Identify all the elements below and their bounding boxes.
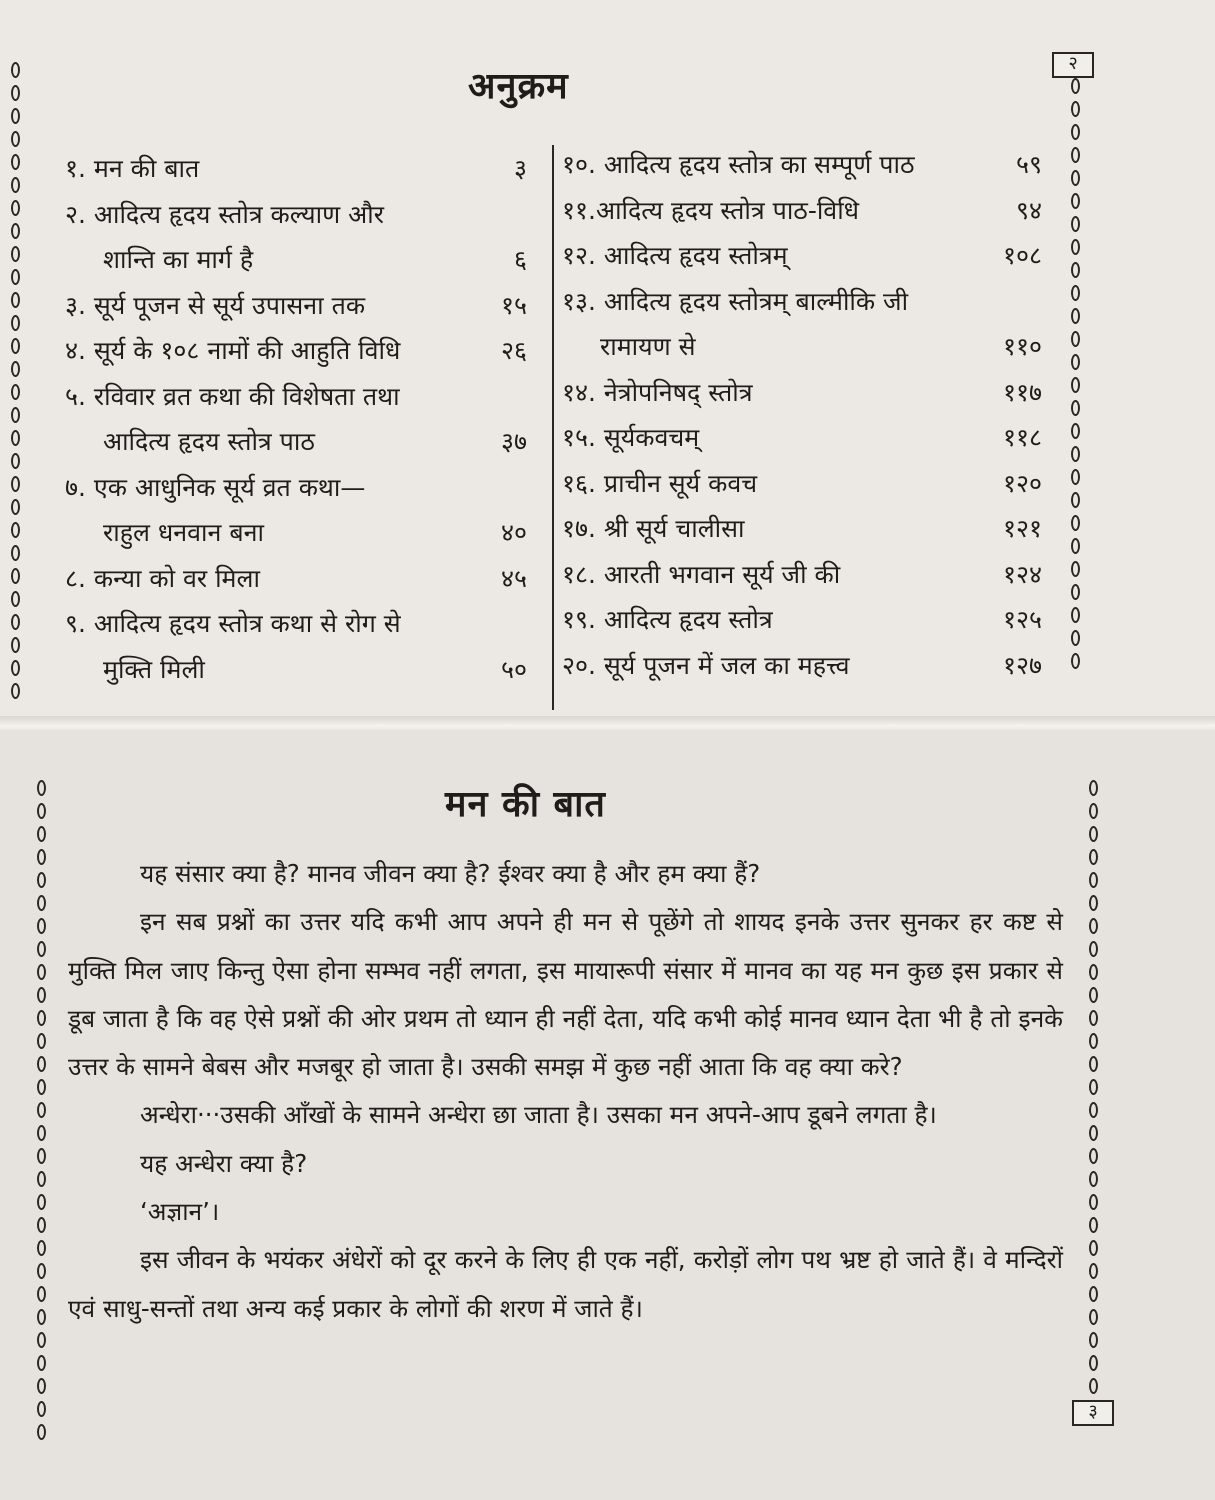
left-chain-border — [32, 780, 50, 1447]
chain-link — [1071, 285, 1080, 301]
chain-link — [11, 637, 20, 653]
chain-link — [1071, 653, 1080, 669]
chain-link — [11, 62, 20, 78]
chain-link — [37, 1240, 46, 1256]
toc-entry-title: १४. नेत्रोपनिषद् स्तोत्र — [562, 377, 753, 407]
toc-page — [0, 0, 1215, 720]
toc-entry-page: ५० — [500, 654, 527, 684]
chain-link — [11, 108, 20, 124]
toc-entry — [65, 146, 527, 192]
chain-link — [1071, 446, 1080, 462]
toc-entry-page: १२५ — [1002, 605, 1042, 634]
chain-link — [1089, 849, 1098, 865]
chain-link — [37, 1309, 46, 1325]
chain-link — [11, 499, 20, 515]
chain-link — [37, 1194, 46, 1210]
chain-link — [11, 361, 20, 377]
chain-link — [1071, 423, 1080, 439]
toc-entry-page: १५ — [500, 290, 527, 320]
toc-entry — [65, 556, 527, 602]
chain-link — [1071, 354, 1080, 370]
chain-link — [1071, 170, 1080, 186]
toc-entry-title: शान्ति का मार्ग है — [103, 245, 254, 274]
toc-entry-page: १२४ — [1002, 559, 1042, 589]
toc-entry — [562, 233, 1042, 279]
toc-entry-title: मुक्ति मिली — [103, 654, 205, 684]
chain-link — [37, 1056, 46, 1072]
chain-link — [37, 826, 46, 842]
chain-link — [1071, 239, 1080, 255]
chain-link — [11, 223, 20, 239]
toc-entry-page: ९४ — [1015, 195, 1042, 225]
chain-link — [37, 1033, 46, 1049]
chain-link — [37, 1263, 46, 1279]
chain-link — [1089, 1125, 1098, 1141]
toc-entry-title: रामायण से — [600, 332, 696, 361]
toc-entry-title: २. आदित्य हृदय स्तोत्र कल्याण और — [65, 199, 384, 229]
chain-link — [11, 131, 20, 147]
chain-link — [37, 1217, 46, 1233]
chain-link — [1071, 630, 1080, 646]
chain-link — [37, 1125, 46, 1141]
chain-link — [1071, 124, 1080, 140]
toc-entry — [65, 601, 527, 647]
chain-link — [1089, 1332, 1098, 1348]
toc-entry-page: २६ — [500, 336, 527, 365]
chain-link — [1071, 216, 1080, 232]
toc-entry — [562, 188, 1042, 234]
toc-entry-title: राहुल धनवान बना — [103, 518, 264, 547]
toc-entry — [65, 419, 527, 465]
chain-link — [11, 246, 20, 262]
chain-link — [11, 154, 20, 170]
chain-link — [37, 780, 46, 796]
toc-entry-page — [487, 374, 527, 420]
chain-link — [37, 964, 46, 980]
chain-link — [1089, 1148, 1098, 1164]
paragraph: इन सब प्रश्नों का उत्तर यदि कभी आप अपने ही मन से पूछेंगे तो शायद इनके उत्तर सुनकर हर कष्ट से मुक्ति मिल जाए किन्तु ऐसा होना सम्भव नहीं लगता, इस मायारूपी संसार में मानव का यह मन कुछ इस प्रकार से डूब जाता है कि वह ऐसे प्रश्नों की ओर प्रथम तो ध्यान ही नहीं देता, यदि कभी कोई मानव ध्यान देता भी है तो इनके उत्तर के सामने बेबस और मजबूर हो जाता है। उसकी समझ में कुछ नहीं आता कि वह क्या करे? — [68, 907, 1063, 1082]
toc-entry — [562, 279, 1042, 325]
chain-link — [37, 803, 46, 819]
chain-link — [11, 545, 20, 561]
toc-entry — [65, 283, 527, 329]
right-chain-border — [1084, 780, 1102, 1424]
chain-link — [1071, 515, 1080, 531]
chain-link — [1089, 1309, 1098, 1325]
chain-link — [11, 453, 20, 469]
chain-link — [37, 849, 46, 865]
page-number: २ — [1052, 52, 1094, 78]
toc-entry — [65, 510, 527, 556]
chain-link — [11, 292, 20, 308]
chain-link — [37, 1378, 46, 1394]
toc-entry-page: ११८ — [1002, 423, 1042, 452]
toc-entry-page: ५९ — [1015, 150, 1042, 179]
chain-link — [37, 895, 46, 911]
chain-link — [1089, 1079, 1098, 1095]
chain-link — [1089, 803, 1098, 819]
chain-link — [37, 1424, 46, 1440]
toc-entry-page — [1002, 279, 1042, 325]
toc-entry-title: ८. कन्या को वर मिला — [65, 563, 260, 593]
chain-link — [37, 987, 46, 1003]
paragraph: इस जीवन के भयंकर अंधेरों को दूर करने के लिए ही एक नहीं, करोड़ों लोग पथ भ्रष्ट हो जाते हैं। वे मन्दिरों एवं साधु-सन्तों तथा अन्य कई प्रकार के लोगों की शरण में जाते हैं। — [68, 1245, 1063, 1323]
chain-link — [11, 614, 20, 630]
chain-link — [1089, 1010, 1098, 1026]
chain-link — [11, 591, 20, 607]
chain-link — [11, 476, 20, 492]
toc-entry-page: १०८ — [1002, 241, 1042, 270]
chain-link — [1089, 1263, 1098, 1279]
chain-link — [11, 522, 20, 538]
chain-link — [1071, 561, 1080, 577]
toc-entry-page: १२० — [1002, 468, 1042, 498]
chain-link — [1089, 780, 1098, 796]
toc-entry — [562, 142, 1042, 188]
toc-entry-title: २०. सूर्य पूजन में जल का महत्त्व — [562, 650, 850, 680]
chain-link — [1089, 1056, 1098, 1072]
chain-link — [1071, 262, 1080, 278]
chain-link — [1089, 918, 1098, 934]
toc-entry-page: ३७ — [500, 427, 527, 456]
chain-link — [1089, 1378, 1098, 1394]
section-title: मन की बात — [445, 784, 606, 825]
chain-link — [1071, 538, 1080, 554]
chain-link — [1089, 1217, 1098, 1233]
chain-link — [1089, 826, 1098, 842]
chain-link — [1089, 872, 1098, 888]
toc-entry-page — [487, 192, 527, 238]
chain-link — [11, 430, 20, 446]
toc-entry-page — [487, 465, 527, 511]
toc-entry — [562, 370, 1042, 416]
chain-link — [1089, 964, 1098, 980]
toc-right-column — [562, 142, 1042, 688]
toc-entry — [562, 506, 1042, 552]
toc-entry-title: ११.आदित्य हृदय स्तोत्र पाठ-विधि — [562, 195, 860, 225]
toc-entry — [562, 324, 1042, 370]
chain-link — [11, 660, 20, 676]
chain-link — [37, 1010, 46, 1026]
chain-link — [1089, 1102, 1098, 1118]
toc-title: अनुक्रम — [468, 66, 569, 107]
chain-link — [1089, 1194, 1098, 1210]
chain-link — [11, 338, 20, 354]
chain-link — [11, 177, 20, 193]
chain-link — [1089, 1171, 1098, 1187]
toc-entry-page: १२७ — [1002, 650, 1042, 680]
toc-entry-title: १३. आदित्य हृदय स्तोत्रम् बाल्मीकि जी — [562, 286, 909, 316]
chain-link — [37, 1102, 46, 1118]
chain-link — [37, 1079, 46, 1095]
toc-entry — [65, 237, 527, 283]
paragraph: अन्धेरा···उसकी आँखों के सामने अन्धेरा छा जाता है। उसका मन अपने-आप डूबने लगता है। — [140, 1100, 937, 1130]
chain-link — [1089, 987, 1098, 1003]
toc-entry-page — [487, 601, 527, 647]
toc-entry — [65, 192, 527, 238]
body-text — [68, 850, 1063, 1333]
chain-link — [11, 683, 20, 699]
toc-entry-title: ४. सूर्य के १०८ नामों की आहुति विधि — [65, 336, 401, 365]
chain-link — [1089, 1355, 1098, 1371]
toc-entry-title: ९. आदित्य हृदय स्तोत्र कथा से रोग से — [65, 609, 401, 638]
toc-entry — [562, 597, 1042, 643]
toc-entry-page: ११७ — [1002, 377, 1042, 407]
column-divider — [552, 145, 554, 710]
chain-link — [1071, 469, 1080, 485]
chain-link — [37, 1286, 46, 1302]
chain-link — [37, 941, 46, 957]
toc-entry — [562, 552, 1042, 598]
chain-link — [37, 1401, 46, 1417]
toc-entry-title: १७. श्री सूर्य चालीसा — [562, 514, 745, 543]
chain-link — [11, 315, 20, 331]
chain-link — [1071, 377, 1080, 393]
toc-entry-title: १९. आदित्य हृदय स्तोत्र — [562, 605, 773, 634]
toc-entry — [562, 461, 1042, 507]
chain-link — [1071, 492, 1080, 508]
chain-link — [1071, 400, 1080, 416]
toc-entry-page: ११० — [1002, 332, 1042, 361]
left-chain-border — [6, 62, 24, 706]
toc-entry-title: १०. आदित्य हृदय स्तोत्र का सम्पूर्ण पाठ — [562, 150, 915, 179]
chain-link — [1089, 1240, 1098, 1256]
chain-link — [11, 85, 20, 101]
toc-entry-page: ४५ — [500, 563, 527, 593]
toc-entry-title: १२. आदित्य हृदय स्तोत्रम् — [562, 241, 788, 270]
toc-entry-title: १८. आरती भगवान सूर्य जी की — [562, 559, 841, 589]
toc-entry — [65, 647, 527, 693]
toc-entry-title: १. मन की बात — [65, 154, 200, 183]
chain-link — [37, 872, 46, 888]
toc-entry — [562, 643, 1042, 689]
toc-entry-title: ७. एक आधुनिक सूर्य व्रत कथा— — [65, 472, 366, 502]
toc-entry — [65, 465, 527, 511]
toc-entry-title: १६. प्राचीन सूर्य कवच — [562, 468, 758, 498]
toc-entry-page: १२१ — [1002, 514, 1042, 543]
chain-link — [1089, 1033, 1098, 1049]
chain-link — [11, 568, 20, 584]
chain-link — [11, 407, 20, 423]
page-number: ३ — [1072, 1400, 1114, 1426]
chain-link — [1071, 308, 1080, 324]
paragraph: यह अन्धेरा क्या है? — [140, 1148, 308, 1178]
toc-left-column — [65, 146, 527, 692]
toc-entry — [65, 328, 527, 374]
chain-link — [1071, 331, 1080, 347]
paragraph: ‘अज्ञान’। — [140, 1197, 220, 1227]
right-chain-border — [1066, 78, 1084, 676]
chain-link — [1089, 941, 1098, 957]
chain-link — [37, 918, 46, 934]
toc-entry-title: ५. रविवार व्रत कथा की विशेषता तथा — [65, 381, 400, 411]
toc-entry-title: आदित्य हृदय स्तोत्र पाठ — [103, 427, 315, 456]
chain-link — [1071, 78, 1080, 94]
chain-link — [37, 1355, 46, 1371]
chain-link — [1071, 607, 1080, 623]
chain-link — [11, 384, 20, 400]
toc-entry-title: ३. सूर्य पूजन से सूर्य उपासना तक — [65, 290, 366, 320]
chain-link — [37, 1148, 46, 1164]
chain-link — [37, 1332, 46, 1348]
toc-entry — [65, 374, 527, 420]
chain-link — [11, 269, 20, 285]
toc-entry — [562, 415, 1042, 461]
toc-entry-page: ३ — [513, 154, 527, 183]
chain-link — [11, 200, 20, 216]
chain-link — [1071, 193, 1080, 209]
chain-link — [1071, 584, 1080, 600]
toc-entry-page: ४० — [500, 518, 527, 547]
chain-link — [37, 1171, 46, 1187]
toc-entry-page: ६ — [513, 245, 527, 274]
chain-link — [1071, 147, 1080, 163]
chain-link — [1089, 895, 1098, 911]
chain-link — [1089, 1286, 1098, 1302]
chain-link — [1071, 101, 1080, 117]
paragraph: यह संसार क्या है? मानव जीवन क्या है? ईश्वर क्या है और हम क्या हैं? — [140, 859, 761, 888]
toc-entry-title: १५. सूर्यकवचम् — [562, 423, 700, 452]
